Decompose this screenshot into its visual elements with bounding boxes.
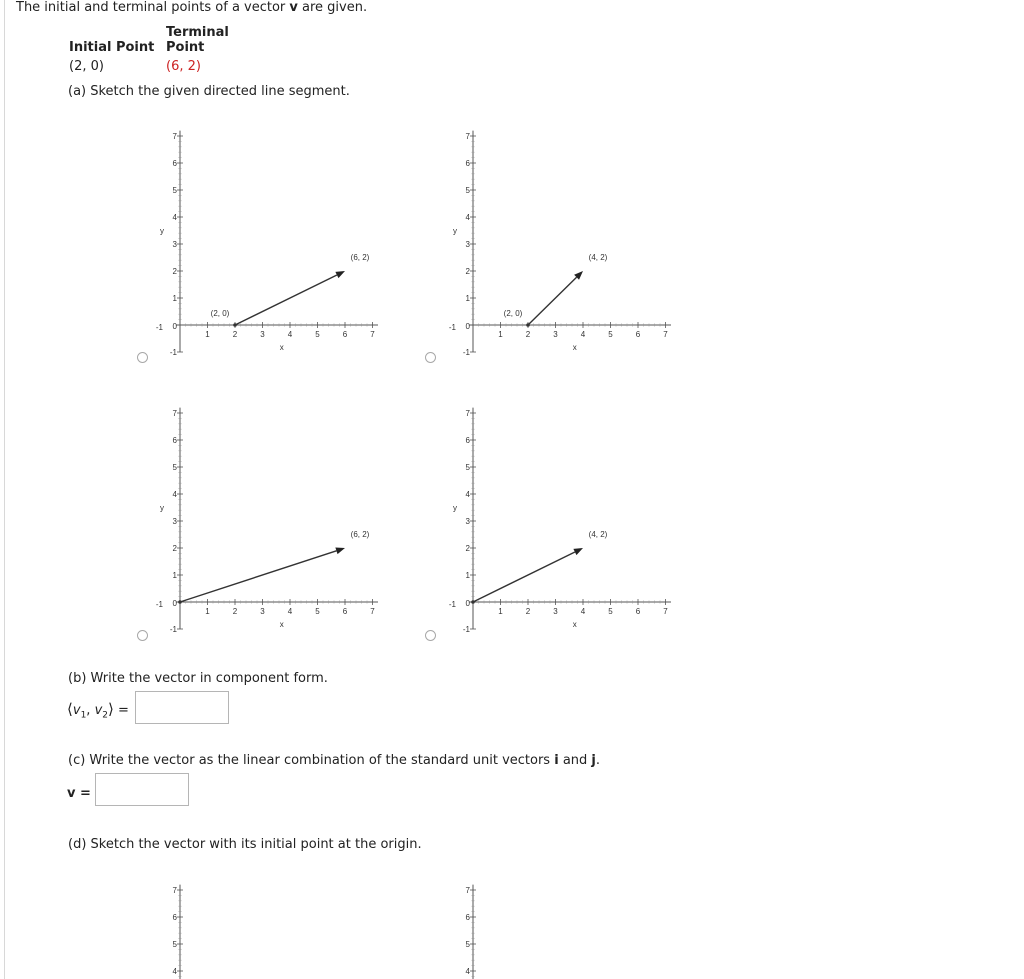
y-tick-label: 7 [465,886,470,895]
x-tick-label: 6 [342,330,348,339]
y-axis-label: y [160,503,164,513]
terminal-point-value: (6, 2) [166,59,201,74]
terminal-point-label: (6, 2) [350,253,370,262]
y-tick-label: 2 [172,544,177,553]
y-tick-label: 5 [172,940,177,949]
x-axis-label: x [279,343,284,352]
x-tick-label: 4 [287,330,293,339]
x-tick-label: 2 [525,330,531,339]
y-tick-label: 7 [172,886,177,895]
y-neg-tick-label: -1 [462,348,470,357]
part-a-prompt: (a) Sketch the given directed line segment. [68,84,350,99]
y-tick-label: 6 [465,436,470,445]
y-tick-label: 2 [465,544,470,553]
x-tick-label: 1 [498,330,503,339]
y-tick-label: 2 [172,267,177,276]
component-form-label: $⟨v_1$, $v_2⟩$ = [67,700,129,721]
y-tick-label: 4 [172,213,177,222]
origin-label: 0 [465,322,470,331]
y-tick-label: 5 [465,186,470,195]
y-tick-label: 1 [172,571,177,580]
x-neg-tick-label: -1 [448,600,456,609]
y-neg-tick-label: -1 [462,625,470,634]
y-tick-label: 4 [465,490,470,499]
x-neg-tick-label: -1 [155,323,163,332]
y-tick-label: 5 [465,463,470,472]
y-tick-label: 6 [465,913,470,922]
y-tick-label: 3 [172,240,177,249]
terminal-point-label: (4, 2) [588,253,608,262]
origin-label: 0 [172,322,177,331]
y-tick-label: 4 [465,967,470,976]
x-tick-label: 3 [260,607,265,616]
part-d-prompt: (d) Sketch the vector with its initial point at the origin. [68,837,422,852]
y-tick-label: 5 [465,940,470,949]
y-neg-tick-label: -1 [169,348,177,357]
vector-v-label: v = [67,786,91,801]
initial-point-value: (2, 0) [69,59,104,74]
y-tick-label: 4 [465,213,470,222]
part-c-prompt: (c) Write the vector as the linear combination of the standard unit vectors i and j. [68,753,601,768]
terminal-point-label: (4, 2) [588,530,608,539]
x-tick-label: 3 [553,607,558,616]
y-tick-label: 7 [465,132,470,141]
origin-label: 0 [465,599,470,608]
x-tick-label: 1 [205,330,210,339]
x-tick-label: 7 [663,330,668,339]
x-tick-label: 7 [370,607,375,616]
terminal-point-label: (6, 2) [350,530,370,539]
y-tick-label: 3 [465,517,470,526]
y-tick-label: 3 [172,517,177,526]
x-axis-label: x [572,620,577,629]
initial-point-label: (2, 0) [210,309,230,318]
x-neg-tick-label: -1 [155,600,163,609]
x-tick-label: 5 [608,607,613,616]
x-tick-label: 7 [370,330,375,339]
x-axis-label: x [279,620,284,629]
x-tick-label: 2 [232,330,238,339]
y-tick-label: 3 [465,240,470,249]
y-tick-label: 1 [465,294,470,303]
x-tick-label: 4 [580,330,586,339]
y-tick-label: 4 [172,490,177,499]
x-tick-label: 2 [525,607,531,616]
x-tick-label: 7 [663,607,668,616]
x-tick-label: 3 [553,330,558,339]
y-tick-label: 6 [465,159,470,168]
x-tick-label: 4 [580,607,586,616]
x-tick-label: 3 [260,330,265,339]
y-tick-label: 5 [172,186,177,195]
x-tick-label: 2 [232,607,238,616]
y-tick-label: 2 [465,267,470,276]
y-tick-label: 1 [172,294,177,303]
x-tick-label: 4 [287,607,293,616]
y-tick-label: 7 [172,409,177,418]
x-tick-label: 6 [342,607,348,616]
y-tick-label: 4 [172,967,177,976]
x-tick-label: 1 [498,607,503,616]
y-tick-label: 5 [172,463,177,472]
y-axis-label: y [453,503,457,513]
y-axis-label: y [453,226,457,236]
y-tick-label: 1 [465,571,470,580]
y-tick-label: 7 [172,132,177,141]
x-tick-label: 1 [205,607,210,616]
y-tick-label: 6 [172,159,177,168]
x-tick-label: 6 [635,607,641,616]
y-tick-label: 7 [465,409,470,418]
origin-label: 0 [172,599,177,608]
y-tick-label: 6 [172,436,177,445]
y-tick-label: 6 [172,913,177,922]
x-tick-label: 6 [635,330,641,339]
terminal-header-line2: Point [166,40,205,55]
part-b-prompt: (b) Write the vector in component form. [68,671,328,686]
y-axis-label: y [160,226,164,236]
x-tick-label: 5 [315,330,320,339]
problem-statement: The initial and terminal points of a vector v are given. [16,0,368,15]
x-axis-label: x [572,343,577,352]
terminal-header-line1: Terminal [166,25,229,40]
initial-point-header: Initial Point [69,40,155,55]
initial-point-label: (2, 0) [503,309,523,318]
x-neg-tick-label: -1 [448,323,456,332]
x-tick-label: 5 [315,607,320,616]
y-neg-tick-label: -1 [169,625,177,634]
x-tick-label: 5 [608,330,613,339]
